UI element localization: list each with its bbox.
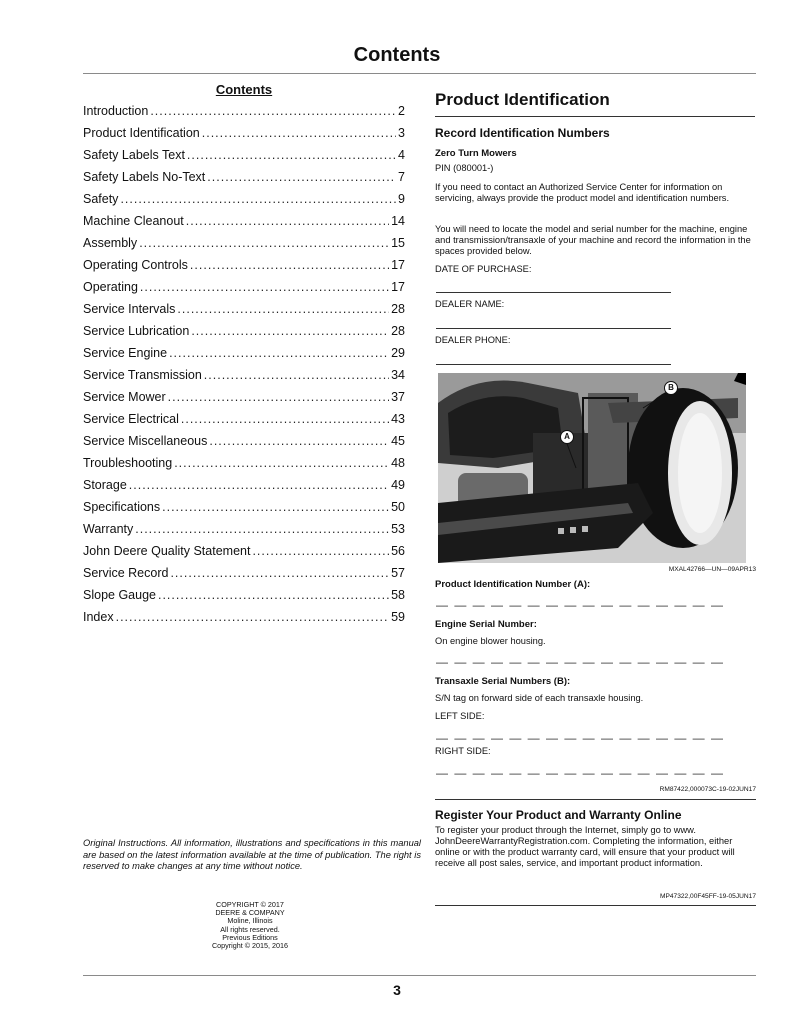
engine-serial-entry-line: — — — — — — — — — — — — — — — —: [436, 655, 725, 669]
toc-entry[interactable]: [83, 126, 405, 148]
toc-entry-page: 57: [391, 566, 405, 580]
toc-entry-page: 28: [391, 302, 405, 316]
toc-entry-title: Assembly: [83, 236, 138, 250]
toc-entry[interactable]: [83, 170, 405, 192]
toc-entry[interactable]: [83, 610, 405, 632]
toc-leader-dots: [120, 192, 396, 206]
image-code: MXAL42766—UN—09APR13: [668, 566, 756, 573]
toc-leader-dots: [140, 280, 389, 294]
toc-entry-title: John Deere Quality Statement: [83, 544, 251, 558]
toc-entry-title: Service Intervals: [83, 302, 176, 316]
toc-entry-title: Product Identification: [83, 126, 200, 140]
engine-serial-label: Engine Serial Number:: [435, 619, 537, 630]
toc-leader-dots: [139, 236, 389, 250]
toc-entry-title: Safety Labels Text: [83, 148, 185, 162]
toc-leader-dots: [170, 566, 389, 580]
toc-entry-title: Troubleshooting: [83, 456, 173, 470]
toc-entry-title: Service Lubrication: [83, 324, 190, 338]
original-instructions-note: Original Instructions. All information, illustrations and specifications in this manual are based on the latest information available at the time of publication. The right is reserved to make changes at any time without notice.: [83, 838, 421, 871]
toc-entry-page: 17: [391, 258, 405, 272]
pin-range: PIN (080001-): [435, 163, 494, 173]
register-heading: Register Your Product and Warranty Online: [435, 808, 682, 822]
toc-entry-title: Operating: [83, 280, 138, 294]
copyright-line: All rights reserved.: [220, 924, 280, 934]
toc-entry-page: 14: [391, 214, 405, 228]
toc-entry-title: Operating Controls: [83, 258, 188, 272]
toc-entry-title: Service Electrical: [83, 412, 179, 426]
toc-leader-dots: [168, 390, 389, 404]
toc-entry-page: 7: [398, 170, 405, 184]
toc-entry-title: Service Record: [83, 566, 169, 580]
toc-leader-dots: [158, 588, 389, 602]
toc-entry[interactable]: [83, 346, 405, 368]
toc-entry-title: Service Miscellaneous: [83, 434, 208, 448]
copyright-line: Copyright © 2015, 2016: [211, 941, 289, 951]
date-of-purchase-line: [436, 292, 671, 293]
toc-entry[interactable]: [83, 390, 405, 412]
toc-entry-page: 56: [391, 544, 405, 558]
section-divider: [435, 799, 756, 800]
toc-leader-dots: [129, 478, 389, 492]
toc-entry[interactable]: [83, 324, 405, 346]
toc-entry-title: Introduction: [83, 104, 149, 118]
footer-rule: [83, 975, 756, 976]
engine-serial-location: On engine blower housing.: [435, 636, 546, 646]
right-side-label: RIGHT SIDE:: [435, 746, 491, 756]
toc-entry-title: Storage: [83, 478, 127, 492]
toc-leader-dots: [181, 412, 389, 426]
toc-entry[interactable]: [83, 214, 405, 236]
toc-entry-page: 15: [391, 236, 405, 250]
toc-entry-page: 59: [391, 610, 405, 624]
toc-leader-dots: [186, 214, 389, 228]
toc-heading: Contents: [215, 82, 273, 97]
toc-entry-page: 28: [391, 324, 405, 338]
reference-code: RM87422,000073C-19-02JUN17: [659, 786, 756, 793]
left-side-entry-line: — — — — — — — — — — — — — — — —: [436, 731, 725, 745]
toc-entry-title: Specifications: [83, 500, 161, 514]
copyright-line: COPYRIGHT © 2017: [216, 900, 284, 909]
toc-entry[interactable]: [83, 544, 405, 566]
toc-entry-page: 37: [391, 390, 405, 404]
toc-entry[interactable]: [83, 412, 405, 434]
toc-entry[interactable]: [83, 258, 405, 280]
copyright-block: [190, 901, 310, 950]
toc-leader-dots: [190, 258, 389, 272]
toc-entry-title: Service Transmission: [83, 368, 202, 382]
toc-leader-dots: [174, 456, 389, 470]
toc-entry-title: Safety Labels No-Text: [83, 170, 206, 184]
toc-leader-dots: [169, 346, 389, 360]
toc-entry[interactable]: [83, 478, 405, 500]
toc-entry[interactable]: [83, 302, 405, 324]
toc-entry[interactable]: [83, 566, 405, 588]
toc-entry-title: Safety: [83, 192, 119, 206]
transaxle-location-photo: [438, 373, 746, 563]
toc-entry-page: 50: [391, 500, 405, 514]
toc-list: [83, 104, 405, 632]
toc-entry-page: 2: [398, 104, 405, 118]
toc-entry-page: 4: [398, 148, 405, 162]
mower-illustration: [438, 373, 746, 563]
toc-leader-dots: [162, 500, 389, 514]
register-body: To register your product through the Internet, simply go to www. JohnDeereWarrantyRegistration.com. Completing the information, either online or with the product warranty card, will ensure that your product will receive all post sales, service, and important product information.: [435, 825, 735, 868]
section-rule: [435, 116, 755, 117]
copyright-line: Moline, Illinois: [227, 916, 273, 926]
toc-entry[interactable]: [83, 192, 405, 214]
toc-entry-page: 58: [391, 588, 405, 602]
toc-entry[interactable]: [83, 434, 405, 456]
dealer-name-label: DEALER NAME:: [435, 299, 505, 309]
page-number: 3: [393, 982, 401, 998]
toc-leader-dots: [135, 522, 389, 536]
title-rule: [83, 73, 756, 74]
toc-entry-title: Slope Gauge: [83, 588, 156, 602]
page-title: Contents: [353, 44, 441, 66]
copyright-line: DEERE & COMPANY: [215, 908, 285, 918]
toc-leader-dots: [187, 148, 396, 162]
callout-b: B: [664, 381, 678, 395]
toc-leader-dots: [116, 610, 390, 624]
toc-entry-page: 48: [391, 456, 405, 470]
register-reference-code: MP47322,00F45FF-19-05JUN17: [659, 893, 756, 900]
toc-entry[interactable]: [83, 280, 405, 302]
copyright-line: Previous Editions: [222, 932, 278, 942]
toc-entry-page: 29: [391, 346, 405, 360]
transaxle-serial-label: Transaxle Serial Numbers (B):: [435, 676, 571, 687]
right-side-entry-line: — — — — — — — — — — — — — — — —: [436, 766, 725, 780]
date-of-purchase-label: DATE OF PURCHASE:: [435, 264, 532, 274]
toc-entry-page: 34: [391, 368, 405, 382]
locate-paragraph: You will need to locate the model and serial number for the machine, engine and transmission/transaxle of your machine and record the information in the spaces provided below.: [435, 224, 751, 256]
toc-entry[interactable]: [83, 500, 405, 522]
pin-label: Product Identification Number (A):: [435, 579, 591, 590]
register-divider: [435, 905, 756, 906]
toc-entry[interactable]: [83, 456, 405, 478]
toc-entry[interactable]: [83, 522, 405, 544]
transaxle-serial-location: S/N tag on forward side of each transaxle housing.: [435, 693, 644, 703]
toc-entry-page: 9: [398, 192, 405, 206]
dealer-phone-line: [436, 364, 671, 365]
dealer-name-line: [436, 328, 671, 329]
toc-entry[interactable]: [83, 104, 405, 126]
toc-entry[interactable]: [83, 148, 405, 170]
toc-entry-page: 53: [391, 522, 405, 536]
toc-entry-page: 45: [391, 434, 405, 448]
toc-entry-title: Service Engine: [83, 346, 168, 360]
toc-leader-dots: [209, 434, 389, 448]
toc-entry-page: 3: [398, 126, 405, 140]
dealer-phone-label: DEALER PHONE:: [435, 335, 511, 345]
toc-entry-title: Machine Cleanout: [83, 214, 184, 228]
toc-entry-title: Index: [83, 610, 114, 624]
toc-entry[interactable]: [83, 236, 405, 258]
left-side-label: LEFT SIDE:: [435, 711, 485, 721]
contact-paragraph: If you need to contact an Authorized Service Center for information on servicing, always provide the product model and identification numbers.: [435, 182, 730, 203]
toc-leader-dots: [204, 368, 389, 382]
toc-leader-dots: [202, 126, 396, 140]
toc-entry-page: 17: [391, 280, 405, 294]
toc-entry-page: 43: [391, 412, 405, 426]
record-id-heading: Record Identification Numbers: [435, 126, 610, 140]
toc-entry-title: Warranty: [83, 522, 134, 536]
pin-entry-line: — — — — — — — — — — — — — — — —: [436, 598, 725, 612]
toc-entry[interactable]: [83, 588, 405, 610]
toc-entry-page: 49: [391, 478, 405, 492]
toc-leader-dots: [207, 170, 396, 184]
toc-leader-dots: [150, 104, 396, 118]
mower-type-label: Zero Turn Mowers: [435, 148, 517, 159]
toc-leader-dots: [252, 544, 389, 558]
callout-a: A: [560, 430, 574, 444]
toc-entry-title: Service Mower: [83, 390, 166, 404]
toc-leader-dots: [191, 324, 389, 338]
toc-leader-dots: [177, 302, 389, 316]
product-identification-title: Product Identification: [435, 90, 610, 109]
toc-entry[interactable]: [83, 368, 405, 390]
